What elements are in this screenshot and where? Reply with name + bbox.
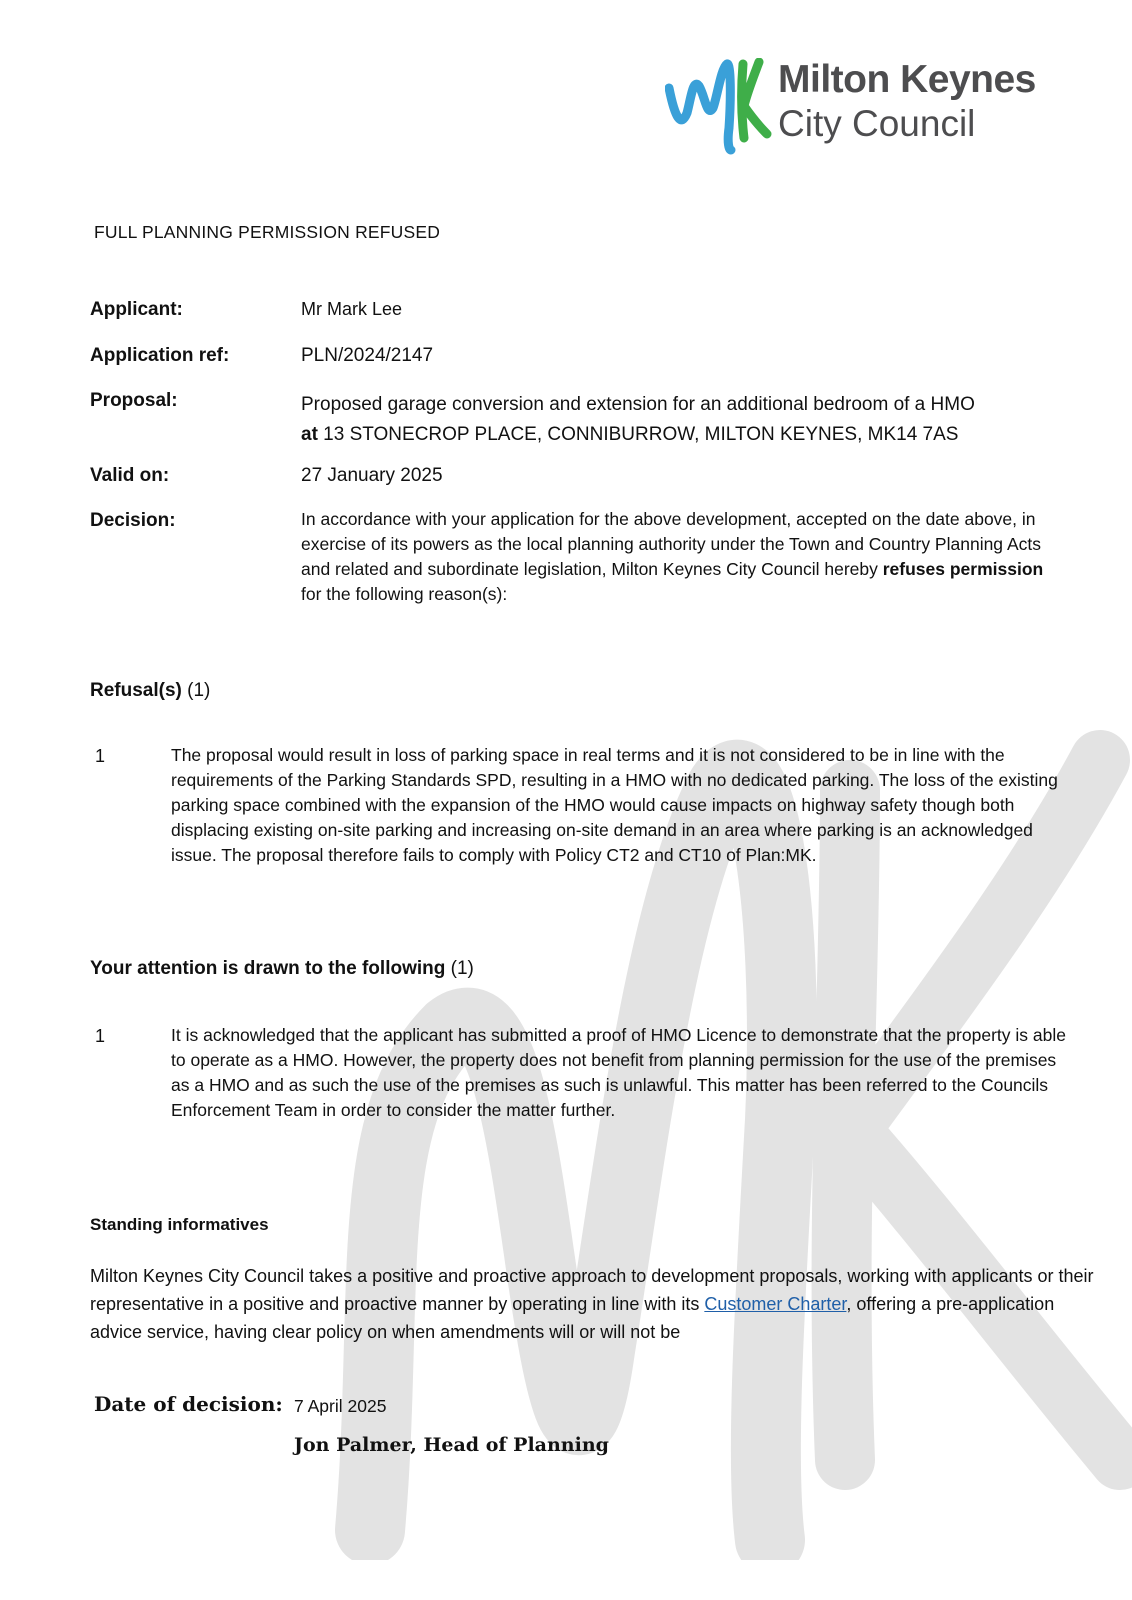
attention-heading	[90, 958, 474, 980]
decision-text-before: In accordance with your application for the above development, accepted on the date above, in exercise of its powers as the local planning authority under the Town and Country Planning Acts and related and subordinate legislation, Milton Keynes City Council hereby	[301, 509, 1041, 579]
refusal-number: 1	[95, 746, 106, 766]
logo-title-line2: City Council	[778, 103, 976, 144]
logo-title-line1: Milton Keynes	[778, 58, 1036, 101]
applicant-value: Mr Mark Lee	[301, 299, 403, 319]
proposal-line1: Proposed garage conversion and extension for an additional bedroom of a HMO	[301, 394, 975, 415]
refusals-heading	[90, 680, 210, 702]
logo-k-stroke	[742, 62, 767, 138]
applicant-label: Applicant:	[90, 299, 183, 320]
proposal-at: at	[301, 424, 318, 445]
attention-count: (1)	[445, 958, 474, 979]
document-heading: FULL PLANNING PERMISSION REFUSED	[94, 222, 441, 242]
date-of-decision-label: Date of decision:	[94, 1392, 283, 1416]
watermark-m-stroke	[370, 775, 782, 1540]
valid-on-label: Valid on:	[90, 465, 170, 486]
logo-m-stroke	[669, 64, 731, 150]
decision-label: Decision:	[90, 510, 176, 531]
customer-charter-link[interactable]: Customer Charter	[704, 1294, 847, 1314]
mk-watermark-letters	[370, 760, 1120, 1540]
refusals-count: (1)	[181, 680, 211, 701]
proposal-label: Proposal:	[90, 390, 178, 411]
decision-text-after: for the following reason(s):	[301, 584, 508, 604]
application-ref-label: Application ref:	[90, 345, 230, 366]
attention-text: It is acknowledged that the applicant has submitted a proof of HMO Licence to demonstrate that the property is able to operate as a HMO. However, the property does not benefit from planning permission for the use of the premises as a HMO and as such the use of the premises as such is unlawful. This matter has been referred to the Councils Enforcement Team in order to consider the matter further.	[171, 1025, 1066, 1120]
proposal-address: 13 STONECROP PLACE, CONNIBURROW, MILTON KEYNES, MK14 7AS	[317, 424, 959, 445]
date-of-decision-value: 7 April 2025	[294, 1396, 387, 1416]
attention-number: 1	[95, 1026, 106, 1046]
refusal-text: The proposal would result in loss of parking space in real terms and it is not considered to be in line with the requirements of the Parking Standards SPD, resulting in a HMO with no dedicated parking. The loss of the existing parking space combined with the expansion of the HMO would cause impacts on highway safety though both displacing existing on-site parking and increasing on-site demand in an area where parking is an acknowledged issue. The proposal therefore fails to comply with Policy CT2 and CT10 of Plan:MK.	[171, 745, 1058, 865]
standing-informatives-text	[90, 1262, 1100, 1346]
standing-text-after: , offering a pre-application advice service, having clear policy on when amendments will or will not be	[90, 1294, 1055, 1342]
decision-text	[301, 507, 1061, 607]
proposal-value	[301, 390, 1101, 450]
attention-title: Your attention is drawn to the following	[90, 958, 446, 979]
mk-logo-mark	[669, 62, 767, 150]
standing-text-before: Milton Keynes City Council takes a positive and proactive approach to development proposals, working with applicants or their representative in a positive and proactive manner by operating in line with its	[90, 1266, 1094, 1314]
application-ref-value: PLN/2024/2147	[301, 345, 434, 366]
signatory-name: Jon Palmer, Head of Planning	[294, 1434, 609, 1456]
refusals-title: Refusal(s)	[90, 680, 182, 701]
valid-on-value: 27 January 2025	[301, 465, 443, 486]
decision-bold: refuses permission	[882, 559, 1044, 579]
standing-informatives-title: Standing informatives	[90, 1215, 269, 1234]
